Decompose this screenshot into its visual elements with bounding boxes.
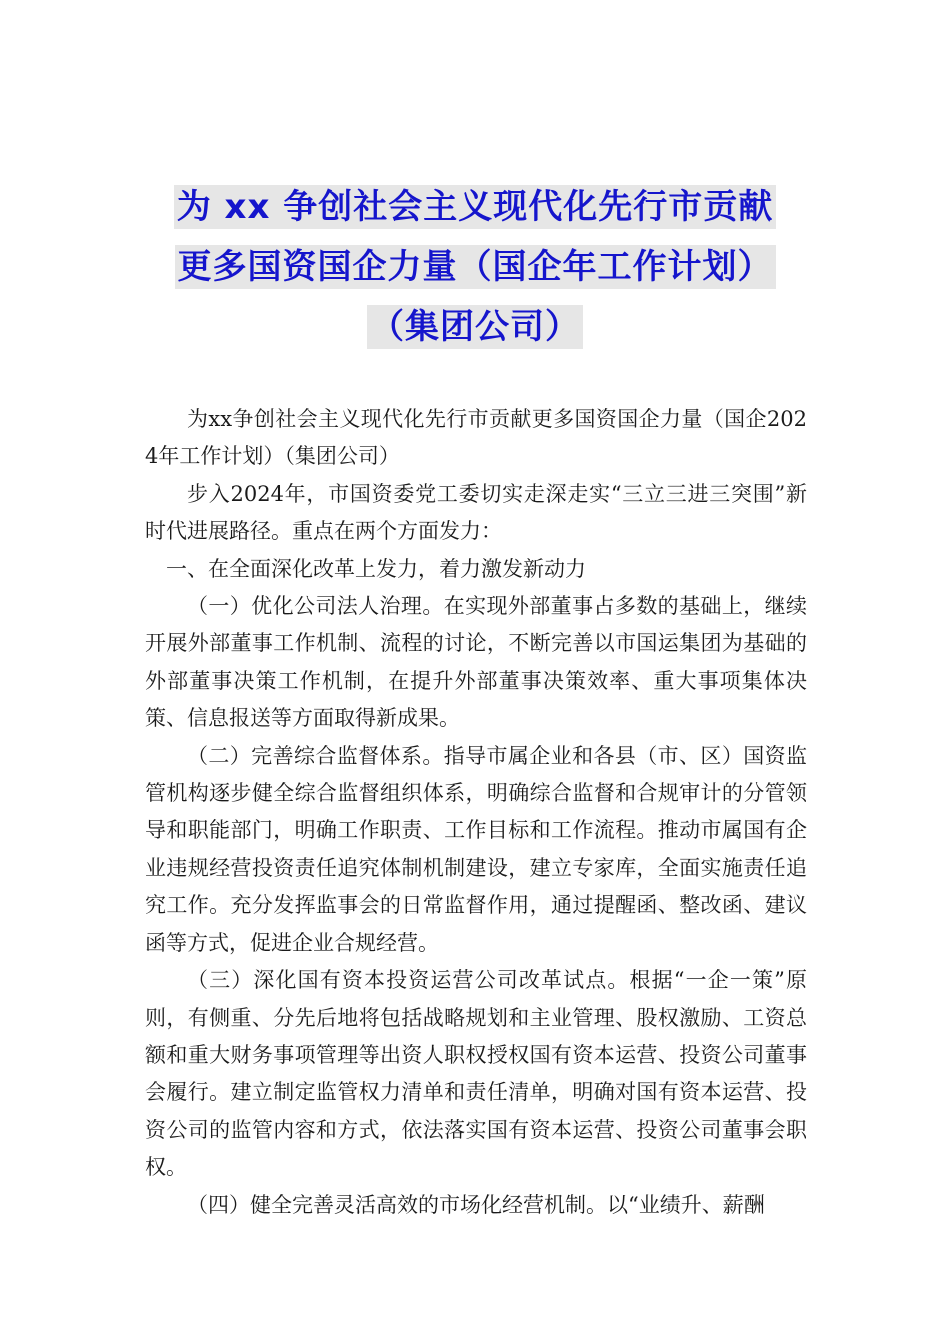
title-line-3-text: （集团公司） bbox=[367, 305, 583, 349]
title-line-3 bbox=[0, 296, 950, 356]
title-line-2 bbox=[0, 236, 950, 296]
title-line-1 bbox=[0, 176, 950, 236]
paragraph-item-1: （一）优化公司法人治理。在实现外部董事占多数的基础上，继续开展外部董事工作机制、流程的讨论，不断完善以市国运集团为基础的外部董事决策工作机制，在提升外部董事决策效率、重大事项集体决策、信息报送等方面取得新成果。 bbox=[145, 594, 807, 731]
document-body bbox=[145, 401, 807, 1224]
section-heading-1: 一、在全面深化改革上发力，着力激发新动力 bbox=[166, 556, 586, 581]
paragraph-item-4: （四）健全完善灵活高效的市场化经营机制。以“业绩升、薪酬 bbox=[187, 1192, 765, 1217]
document-title bbox=[0, 176, 950, 356]
title-line-1-text: 为 xx 争创社会主义现代化先行市贡献 bbox=[174, 185, 777, 229]
paragraph-item-2: （二）完善综合监督体系。指导市属企业和各县（市、区）国资监管机构逐步健全综合监督组织体系，明确综合监督和合规审计的分管领导和职能部门，明确工作职责、工作目标和工作流程。推动市属国有企业违规经营投资责任追究体制机制建设，建立专家库，全面实施责任追究工作。充分发挥监事会的日常监督作用，通过提醒函、整改函、建议函等方式，促进企业合规经营。 bbox=[145, 743, 807, 955]
paragraph-item-3: （三）深化国有资本投资运营公司改革试点。根据“一企一策”原则，有侧重、分先后地将包括战略规划和主业管理、股权激励、工资总额和重大财务事项管理等出资人职权授权国有资本运营、投资公司董事会履行。建立制定监管权力清单和责任清单，明确对国有资本运营、投资公司的监管内容和方式，依法落实国有资本运营、投资公司董事会职权。 bbox=[145, 968, 807, 1180]
paragraph-subtitle: 为xx争创社会主义现代化先行市贡献更多国资国企力量（国企2024年工作计划）（集团公司） bbox=[145, 407, 807, 469]
paragraph-intro: 步入2024年，市国资委党工委切实走深走实“三立三进三突围”新时代进展路径。重点在两个方面发力： bbox=[145, 481, 807, 544]
title-line-2-text: 更多国资国企力量（国企年工作计划） bbox=[175, 245, 776, 289]
